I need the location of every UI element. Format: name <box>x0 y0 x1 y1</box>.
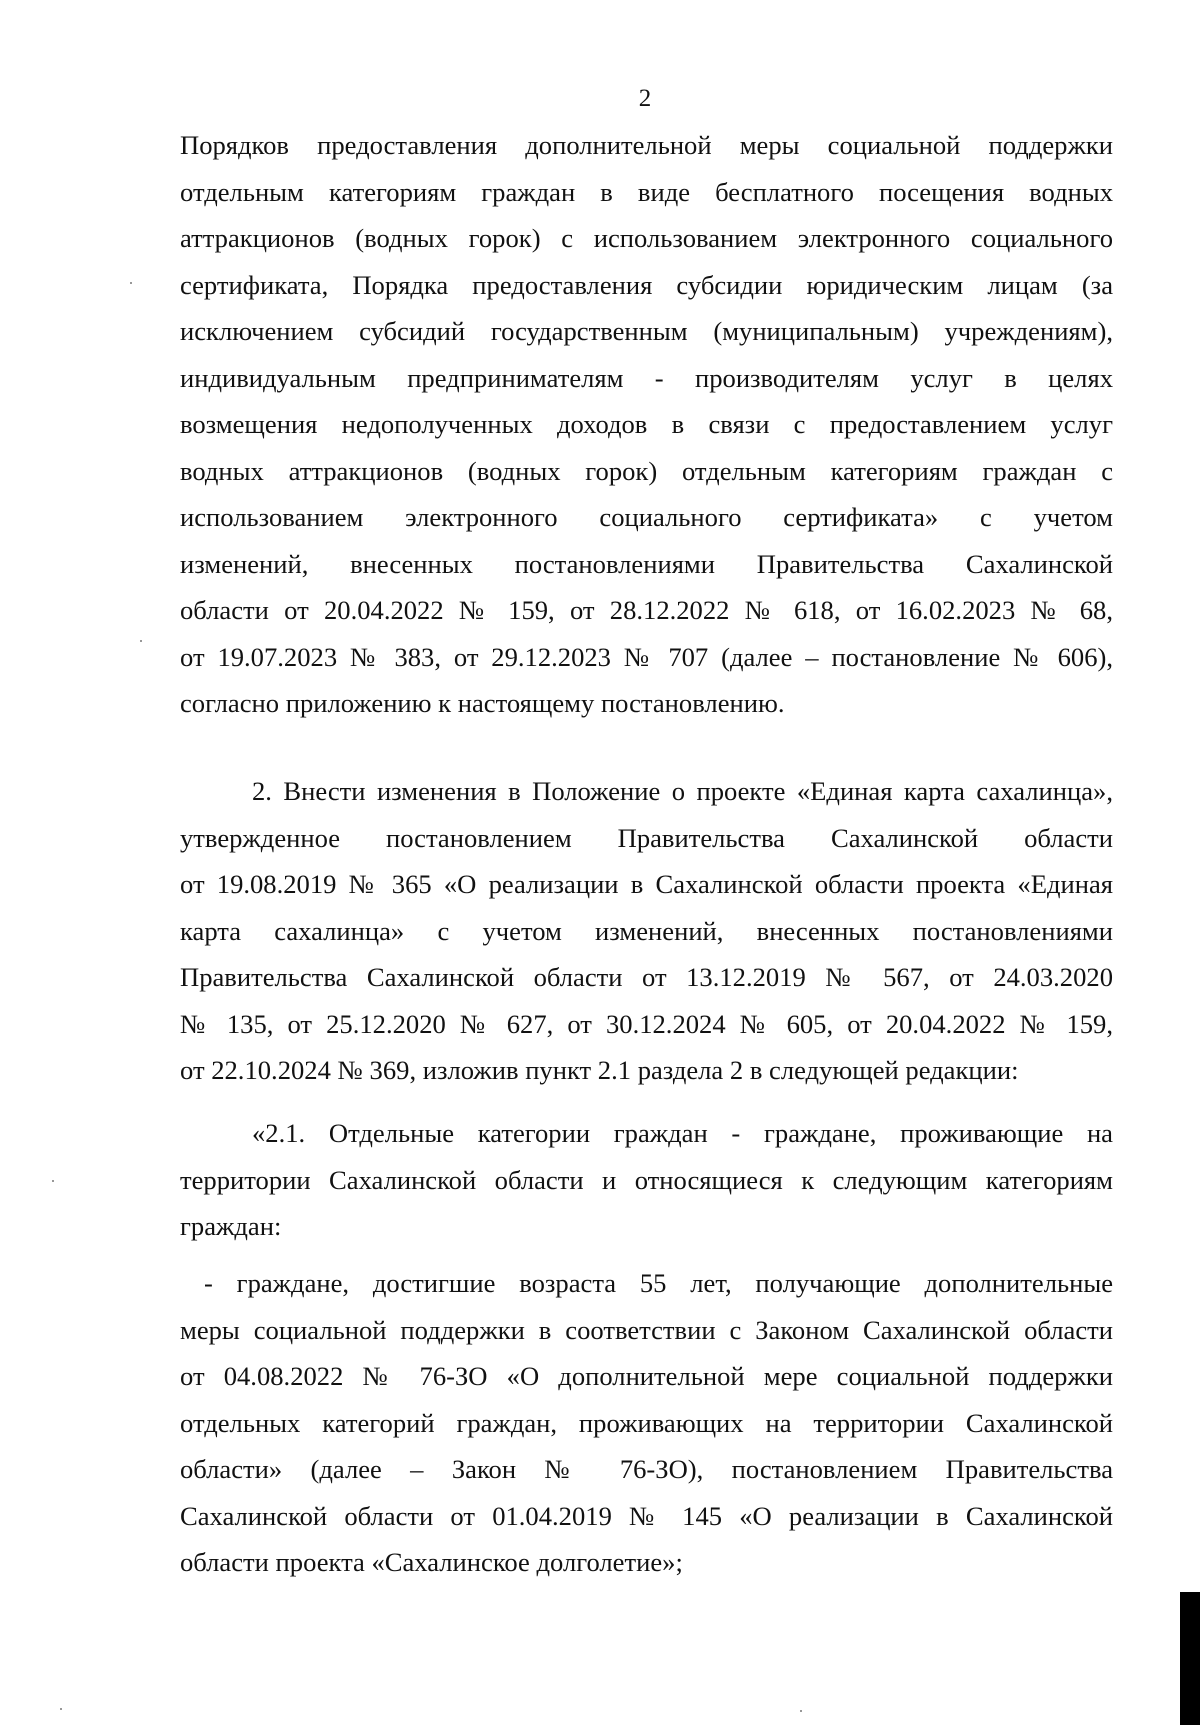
scan-speck <box>52 1180 54 1182</box>
text-line: от 19.08.2019 № 365 «О реализации в Сахалинской области проекта «Единая <box>180 869 1113 899</box>
text-line: отдельным категориям граждан в виде бесплатного посещения водных <box>180 176 1113 207</box>
text-line: от 22.10.2024 № 369, изложив пункт 2.1 раздела 2 в следующей редакции: <box>180 1055 1019 1085</box>
text-line: 2. Внести изменения в Положение о проекте «Единая карта сахалинца», <box>252 776 1113 806</box>
text-line: использованием электронного социального сертификата» с учетом <box>180 502 1113 532</box>
scan-edge-shadow <box>1180 1592 1200 1725</box>
text-line: исключением субсидий государственным (муниципальным) учреждениям), <box>180 316 1113 346</box>
text-line: согласно приложению к настоящему постановлению. <box>180 688 785 718</box>
paragraph-list-item-55-years <box>180 1260 1113 1586</box>
text-line: аттракционов (водных горок) с использованием электронного социального <box>180 223 1113 253</box>
text-line: - граждане, достигшие возраста 55 лет, получающие дополнительные <box>204 1268 1113 1298</box>
scan-speck <box>130 282 132 284</box>
text-line: Сахалинской области от 01.04.2019 № 145 «О реализации в Сахалинской <box>180 1500 1113 1531</box>
text-line: отдельных категорий граждан, проживающих на территории Сахалинской <box>180 1407 1113 1438</box>
text-line: возмещения недополученных доходов в связи с предоставлением услуг <box>180 409 1113 439</box>
text-line: изменений, внесенных постановлениями Правительства Сахалинской <box>180 548 1113 579</box>
scan-speck <box>60 1708 62 1710</box>
paragraph-procedures-title <box>180 122 1113 727</box>
text-line: «2.1. Отдельные категории граждан - граждане, проживающие на <box>252 1118 1113 1148</box>
text-line: водных аттракционов (водных горок) отдельным категориям граждан с <box>180 455 1113 486</box>
text-line: Порядков предоставления дополнительной меры социальной поддержки <box>180 130 1113 160</box>
text-line: меры социальной поддержки в соответствии с Законом Сахалинской области <box>180 1314 1113 1345</box>
text-line: граждан: <box>180 1211 282 1241</box>
text-line: № 135, от 25.12.2020 № 627, от 30.12.2024 № 605, от 20.04.2022 № 159, <box>180 1008 1113 1039</box>
paragraph-clause-2-1 <box>180 1110 1113 1250</box>
text-line: области проекта «Сахалинское долголетие»; <box>180 1547 683 1577</box>
scan-speck <box>800 1710 802 1712</box>
text-line: территории Сахалинской области и относящиеся к следующим категориям <box>180 1164 1113 1195</box>
paragraph-item-2 <box>180 768 1113 1094</box>
scan-speck <box>140 640 142 642</box>
text-line: индивидуальным предпринимателям - производителям услуг в целях <box>180 362 1113 393</box>
text-line: сертификата, Порядка предоставления субсидии юридическим лицам (за <box>180 269 1113 300</box>
text-line: карта сахалинца» с учетом изменений, внесенных постановлениями <box>180 915 1113 946</box>
text-line: от 19.07.2023 № 383, от 29.12.2023 № 707 (далее – постановление № 606), <box>180 641 1113 672</box>
text-line: области» (далее – Закон № 76-ЗО), постановлением Правительства <box>180 1454 1113 1484</box>
text-line: утвержденное постановлением Правительства Сахалинской области <box>180 822 1113 853</box>
text-line: Правительства Сахалинской области от 13.12.2019 № 567, от 24.03.2020 <box>180 962 1113 992</box>
page-number: 2 <box>638 85 652 112</box>
text-line: области от 20.04.2022 № 159, от 28.12.2022 № 618, от 16.02.2023 № 68, <box>180 595 1113 625</box>
text-line: от 04.08.2022 № 76-ЗО «О дополнительной мере социальной поддержки <box>180 1361 1113 1391</box>
